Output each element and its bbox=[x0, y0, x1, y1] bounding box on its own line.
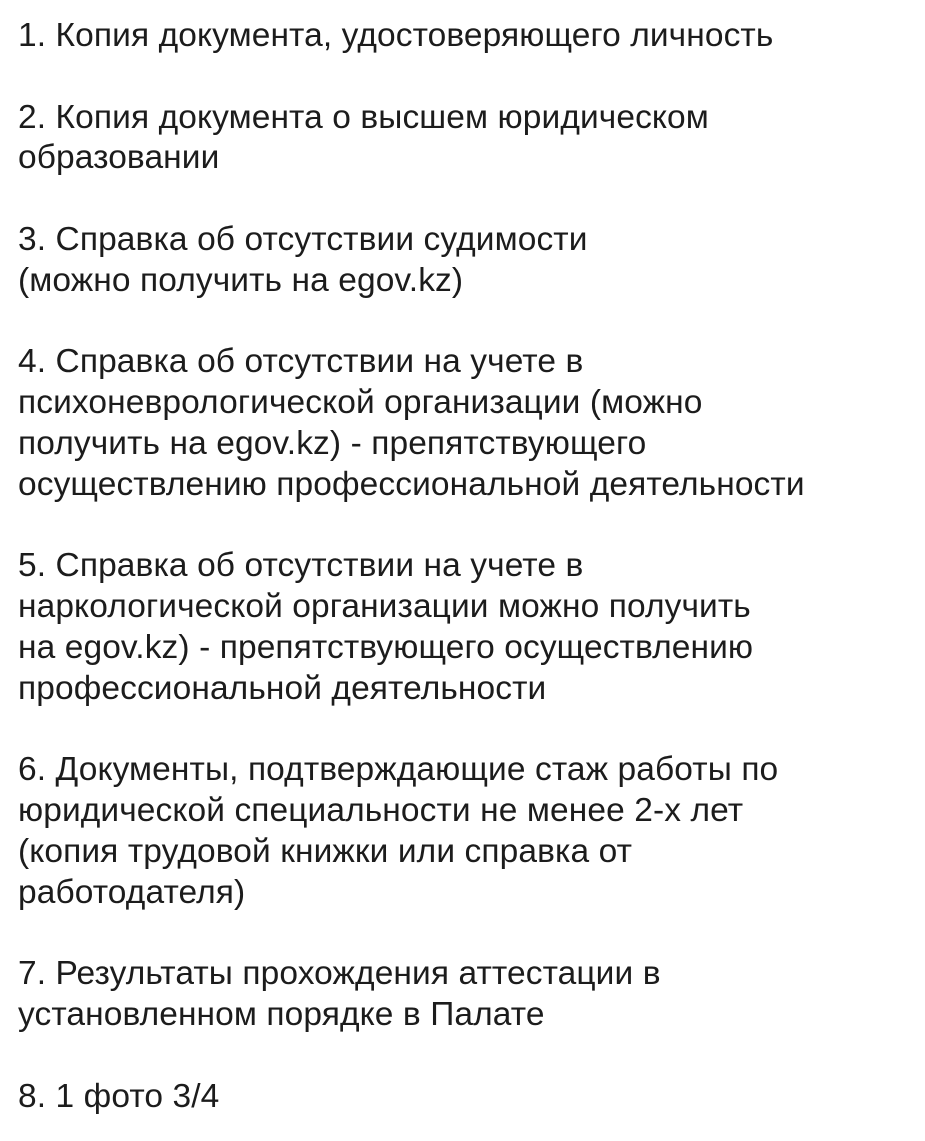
list-item bbox=[18, 750, 918, 913]
list-item-line: 7. Результаты прохождения аттестации в bbox=[18, 955, 661, 993]
list-item-line: юридической специальности не менее 2-х лет bbox=[18, 792, 744, 830]
list-item-line: 3. Справка об отсутствии судимости bbox=[18, 220, 588, 258]
list-item-line: осуществлению профессиональной деятельности bbox=[18, 465, 805, 503]
list-item-line: работодателя) bbox=[18, 873, 246, 911]
list-item-line: 6. Документы, подтверждающие стаж работы по bbox=[18, 751, 779, 789]
list-item-line: образовании bbox=[18, 139, 220, 177]
list-item bbox=[18, 954, 918, 1036]
list-item-line: (копия трудовой книжки или справка от bbox=[18, 832, 633, 870]
list-item bbox=[18, 98, 918, 180]
list-item bbox=[18, 1077, 918, 1118]
list-item-line: 2. Копия документа о высшем юридическом bbox=[18, 98, 709, 136]
list-item bbox=[18, 220, 918, 302]
list-item-line: психоневрологической организации (можно bbox=[18, 384, 703, 422]
list-item-line: (можно получить на egov.kz) bbox=[18, 261, 464, 299]
list-item-line: установленном порядке в Палате bbox=[18, 996, 545, 1034]
list-item-line: получить на egov.kz) - препятствующего bbox=[18, 424, 647, 462]
list-item-line: 5. Справка об отсутствии на учете в bbox=[18, 547, 584, 585]
list-item bbox=[18, 16, 918, 57]
list-item bbox=[18, 546, 918, 709]
list-item-line: наркологической организации можно получить bbox=[18, 588, 751, 626]
document-requirements-list bbox=[18, 16, 918, 1118]
list-item-line: 1. Копия документа, удостоверяющего личность bbox=[18, 17, 774, 54]
list-item-line: 4. Справка об отсутствии на учете в bbox=[18, 343, 584, 381]
list-item-line: 8. 1 фото 3/4 bbox=[18, 1077, 220, 1115]
list-item-line: профессиональной деятельности bbox=[18, 669, 547, 707]
list-item bbox=[18, 342, 918, 505]
list-item-line: на egov.kz) - препятствующего осуществлению bbox=[18, 628, 754, 666]
